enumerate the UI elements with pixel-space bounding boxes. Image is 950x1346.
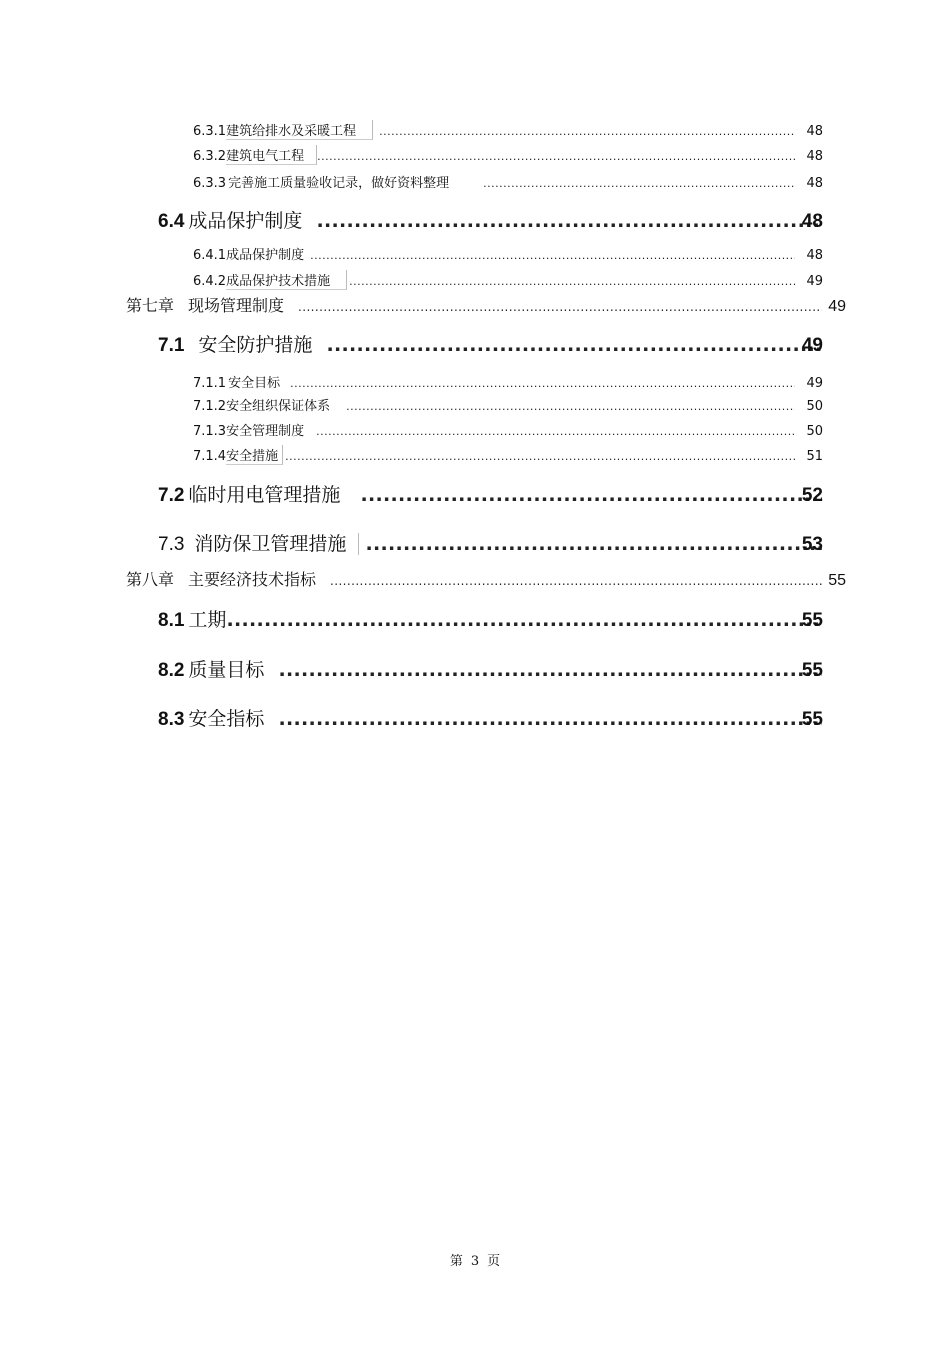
- toc-leader: [310, 249, 795, 262]
- toc-leader: [349, 275, 795, 288]
- toc-entry-7-1[interactable]: [158, 330, 823, 357]
- toc-leader: [358, 533, 821, 555]
- toc-entry-6-4-1[interactable]: [193, 244, 823, 263]
- toc-leader: [285, 450, 795, 463]
- toc-title: 现场管理制度: [188, 296, 285, 315]
- page-footer: [0, 1250, 950, 1269]
- toc-page-number: 48: [806, 176, 823, 191]
- toc-page-number: 55: [828, 572, 846, 589]
- toc-leader: [278, 708, 821, 730]
- toc-number: 6.3.3: [193, 176, 227, 191]
- toc-page-number: 49: [806, 274, 823, 289]
- toc-entry-7-1-4[interactable]: [193, 445, 823, 465]
- toc-leader: [346, 400, 795, 413]
- toc-number: 7.1.1: [193, 376, 227, 391]
- toc-leader: [330, 574, 822, 588]
- toc-leader: [316, 210, 821, 232]
- toc-entry-6-3-2[interactable]: [193, 145, 823, 165]
- toc-chapter-label: 第七章: [126, 296, 175, 315]
- toc-leader: [226, 609, 821, 631]
- toc-number: 8.2: [158, 660, 185, 681]
- toc-title: 成品保护制度: [226, 248, 305, 263]
- footer-suffix: 页: [487, 1254, 501, 1269]
- toc-page-number: 48: [806, 149, 823, 164]
- toc-title: 成品保护制度: [188, 210, 303, 232]
- toc-number: 7.1.4: [193, 449, 227, 464]
- toc-title: 安全指标: [188, 708, 265, 730]
- toc-title: 工期: [188, 609, 227, 631]
- toc-page-number: 49: [806, 376, 823, 391]
- toc-number: 7.1: [158, 335, 185, 356]
- toc-entry-8-3[interactable]: [158, 704, 823, 731]
- toc-entry-7-3[interactable]: [158, 529, 823, 556]
- toc-number: 8.1: [158, 610, 185, 631]
- toc-number: 7.2: [158, 485, 185, 506]
- toc-title: 安全组织保证体系: [226, 399, 331, 414]
- toc-entry-7-1-3[interactable]: [193, 420, 823, 439]
- toc-title: 安全目标: [228, 376, 281, 391]
- toc-entry-7-1-1[interactable]: [193, 372, 823, 391]
- toc-number: 6.3.1: [193, 124, 227, 139]
- toc-chapter-7[interactable]: [126, 293, 846, 316]
- toc-number: 8.3: [158, 709, 185, 730]
- toc-page-number: 55: [801, 610, 823, 631]
- toc-chapter-8[interactable]: [126, 567, 846, 590]
- toc-number: 6.4.2: [193, 274, 227, 289]
- toc-number: 7.1.2: [193, 399, 227, 414]
- toc-page-number: 49: [801, 335, 823, 356]
- toc-page-number: 50: [806, 399, 823, 414]
- toc-entry-6-4-2[interactable]: [193, 270, 823, 290]
- toc-entry-6-4[interactable]: [158, 206, 823, 233]
- footer-prefix: 第: [449, 1254, 463, 1269]
- toc-page-number: 50: [806, 424, 823, 439]
- toc-leader: [326, 334, 821, 356]
- toc-title: 安全措施: [226, 445, 283, 465]
- footer-page-number: 3: [470, 1254, 480, 1269]
- toc-leader: [290, 377, 795, 390]
- toc-number: 6.4.1: [193, 248, 227, 263]
- toc-entry-8-1[interactable]: [158, 605, 823, 632]
- toc-leader: [379, 125, 795, 138]
- toc-title: 建筑电气工程: [226, 145, 317, 165]
- toc-title: 建筑给排水及采暖工程: [226, 120, 373, 140]
- toc-number: 7.1.3: [193, 424, 227, 439]
- toc-title: 临时用电管理措施: [188, 484, 341, 506]
- toc-page-number: 55: [801, 709, 823, 730]
- toc-entry-8-2[interactable]: [158, 655, 823, 682]
- toc-leader: [360, 484, 821, 506]
- toc-entry-7-2[interactable]: [158, 480, 823, 507]
- toc-page-number: 48: [806, 124, 823, 139]
- toc-page-number: 48: [806, 248, 823, 263]
- toc-page-number: 52: [801, 485, 823, 506]
- toc-title: 成品保护技术措施: [226, 270, 347, 290]
- toc-title: 主要经济技术指标: [188, 570, 317, 589]
- toc-leader: [298, 300, 822, 314]
- toc-entry-7-1-2[interactable]: [193, 395, 823, 414]
- toc-leader: [483, 177, 795, 190]
- toc-leader: [278, 659, 821, 681]
- toc-entry-6-3-1[interactable]: [193, 120, 823, 140]
- toc-title: 安全管理制度: [226, 424, 305, 439]
- toc-number: 6.3.2: [193, 149, 227, 164]
- toc-page-number: 53: [801, 534, 823, 555]
- toc-title: 质量目标: [188, 659, 265, 681]
- toc-page-number: 49: [828, 298, 846, 315]
- toc-title: 消防保卫管理措施: [194, 533, 347, 555]
- toc-page-number: 55: [801, 660, 823, 681]
- toc-leader: [317, 150, 795, 163]
- toc-title: 安全防护措施: [198, 334, 313, 356]
- toc-leader: [316, 425, 795, 438]
- toc-number: 6.4: [158, 211, 185, 232]
- toc-entry-6-3-3[interactable]: [193, 172, 823, 191]
- toc-chapter-label: 第八章: [126, 570, 175, 589]
- toc-page-number: 51: [806, 449, 823, 464]
- toc-title: 完善施工质量验收记录，做好资料整理: [228, 176, 450, 191]
- toc-number: 7.3: [158, 534, 185, 555]
- toc-page-number: 48: [801, 211, 823, 232]
